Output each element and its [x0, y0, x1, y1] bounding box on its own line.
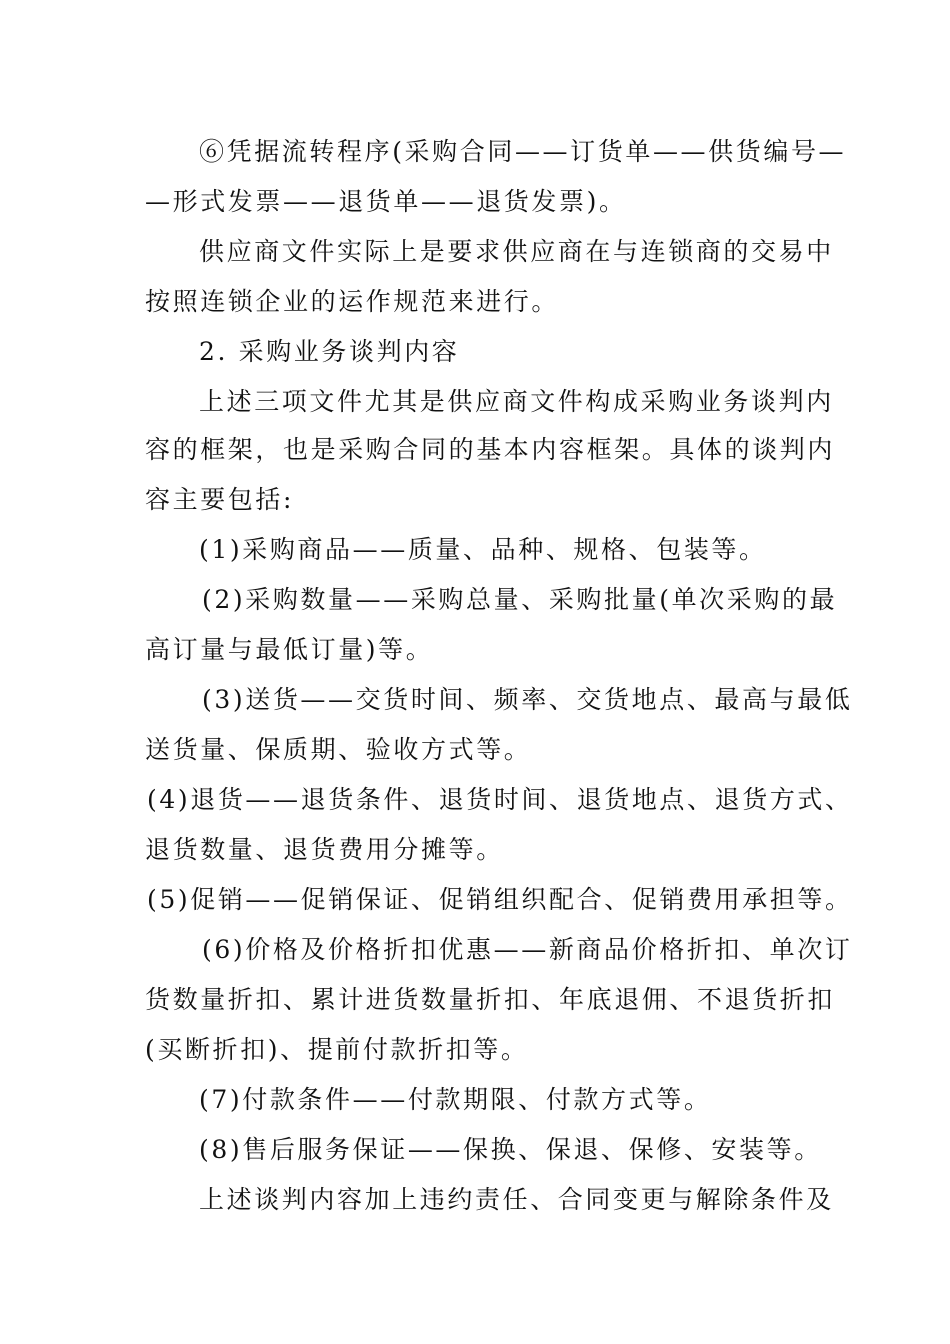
list-item-8: (8)售后服务保证——保换、保退、保修、安装等。	[199, 1135, 822, 1164]
text-line-3: 供应商文件实际上是要求供应商在与连锁商的交易中	[199, 237, 834, 266]
section-heading: 2. 采购业务谈判内容	[199, 337, 460, 366]
list-item-3: (3)送货——交货时间、频率、交货地点、最高与最低	[202, 685, 853, 714]
list-item-4: (4)退货——退货条件、退货时间、退货地点、退货方式、	[147, 785, 853, 814]
text-line-6: 上述三项文件尤其是供应商文件构成采购业务谈判内	[199, 387, 834, 416]
text-line-2: —形式发票——退货单——退货发票)。	[145, 187, 627, 216]
text-line-8: 容主要包括:	[145, 485, 295, 514]
list-item-2: (2)采购数量——采购总量、采购批量(单次采购的最	[202, 585, 838, 614]
list-item-6: (6)价格及价格折扣优惠——新商品价格折扣、单次订	[202, 935, 853, 964]
list-item-1: (1)采购商品——质量、品种、规格、包装等。	[199, 535, 767, 564]
list-item-7: (7)付款条件——付款期限、付款方式等。	[199, 1085, 712, 1114]
list-item-4-cont: 退货数量、退货费用分摊等。	[145, 835, 504, 864]
list-item-6-cont2: (买断折扣)、提前付款折扣等。	[145, 1035, 529, 1064]
list-item-6-cont: 货数量折扣、累计进货数量折扣、年底退佣、不退货折扣	[145, 985, 836, 1014]
text-line-last: 上述谈判内容加上违约责任、合同变更与解除条件及	[199, 1185, 834, 1214]
text-line-4: 按照连锁企业的运作规范来进行。	[145, 287, 560, 316]
text-line-7: 容的框架，也是采购合同的基本内容框架。具体的谈判内	[145, 435, 836, 464]
list-item-5: (5)促销——促销保证、促销组织配合、促销费用承担等。	[147, 885, 853, 914]
text-line-1: ⑥凭据流转程序(采购合同——订货单——供货编号—	[199, 137, 847, 166]
list-item-2-cont: 高订量与最低订量)等。	[145, 635, 434, 664]
list-item-3-cont: 送货量、保质期、验收方式等。	[145, 735, 532, 764]
